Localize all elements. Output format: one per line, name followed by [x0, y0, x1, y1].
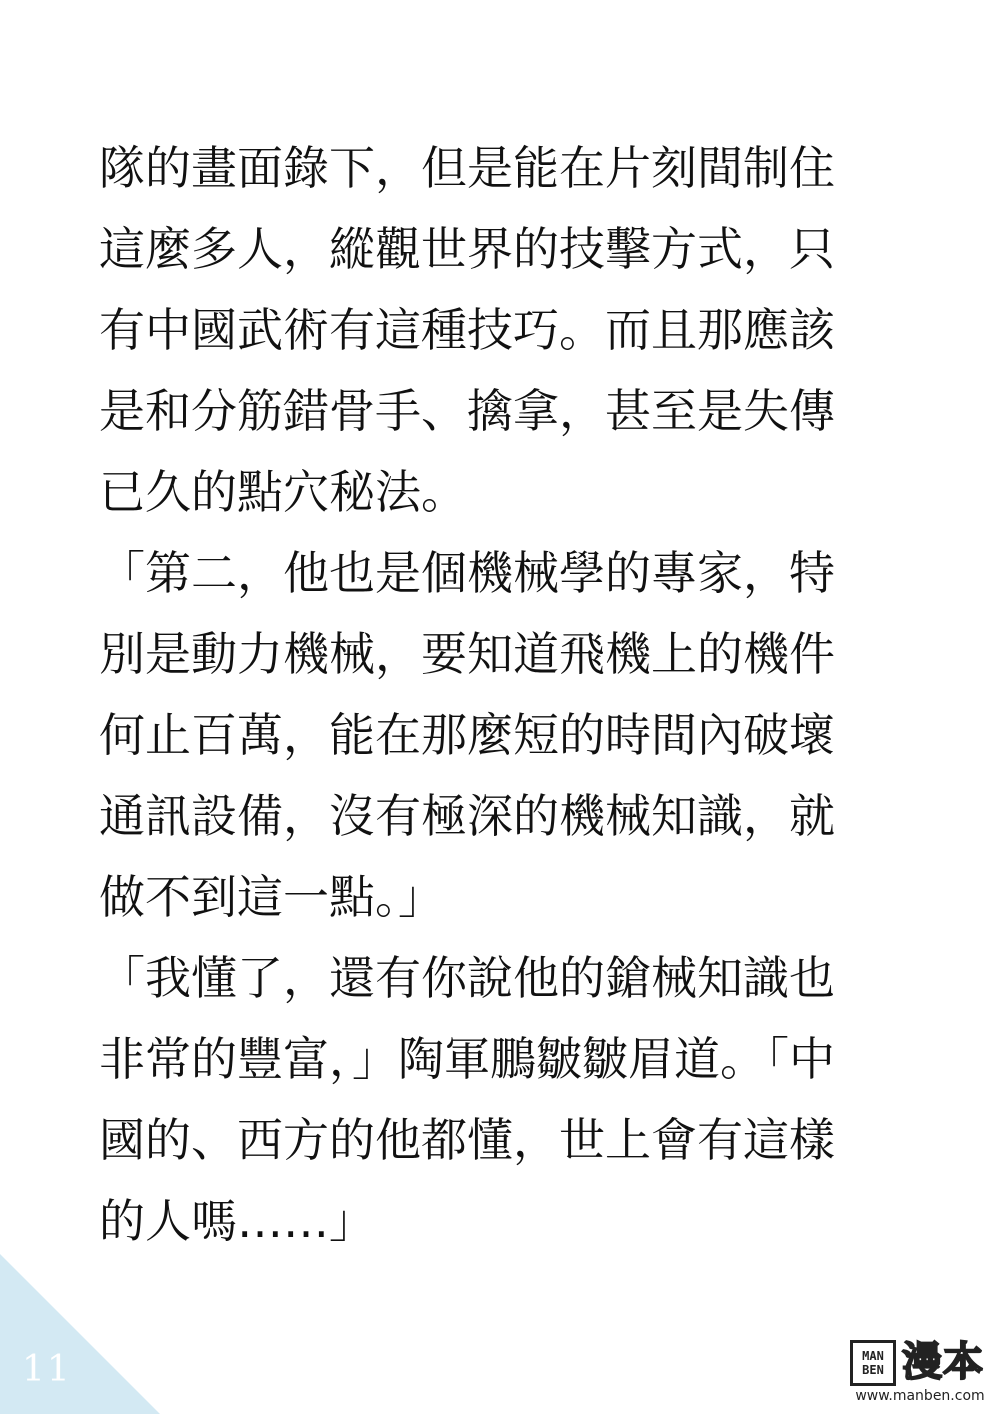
manben-watermark — [850, 1338, 990, 1406]
body-text — [99, 128, 899, 1262]
text-line: 做不到這一點。」 — [99, 870, 444, 924]
text-line: 已久的點穴秘法。 — [99, 465, 467, 519]
text-line: 隊的畫面錄下，但是能在片刻間制住 — [99, 141, 835, 195]
logo-text-top: MAN — [862, 1349, 884, 1363]
page-number: 11 — [22, 1349, 72, 1390]
watermark-url: www.manben.com — [855, 1388, 985, 1404]
watermark-name: 漫本 — [902, 1339, 984, 1385]
text-line: 國的、西方的他都懂，世上會有這樣 — [99, 1113, 835, 1167]
text-line: 別是動力機械，要知道飛機上的機件 — [99, 627, 835, 681]
text-line: 通訊設備，沒有極深的機械知識，就 — [99, 789, 835, 843]
text-line: 「第二，他也是個機械學的專家，特 — [99, 546, 835, 600]
logo-text-bottom: BEN — [862, 1363, 884, 1377]
text-line: 有中國武術有這種技巧。而且那應該 — [99, 303, 835, 357]
text-line: 非常的豐富，」陶軍鵬皺皺眉道。「中 — [99, 1032, 835, 1086]
text-line: 的人嗎……」 — [99, 1194, 375, 1248]
text-line: 是和分筋錯骨手、擒拿，甚至是失傳 — [99, 384, 835, 438]
text-line: 這麼多人，縱觀世界的技擊方式，只 — [99, 222, 835, 276]
text-line: 「我懂了，還有你說他的鎗械知識也 — [99, 951, 835, 1005]
manben-logo-icon — [850, 1340, 896, 1386]
corner-decoration — [0, 1254, 160, 1414]
text-line: 何止百萬，能在那麼短的時間內破壞 — [99, 708, 835, 762]
